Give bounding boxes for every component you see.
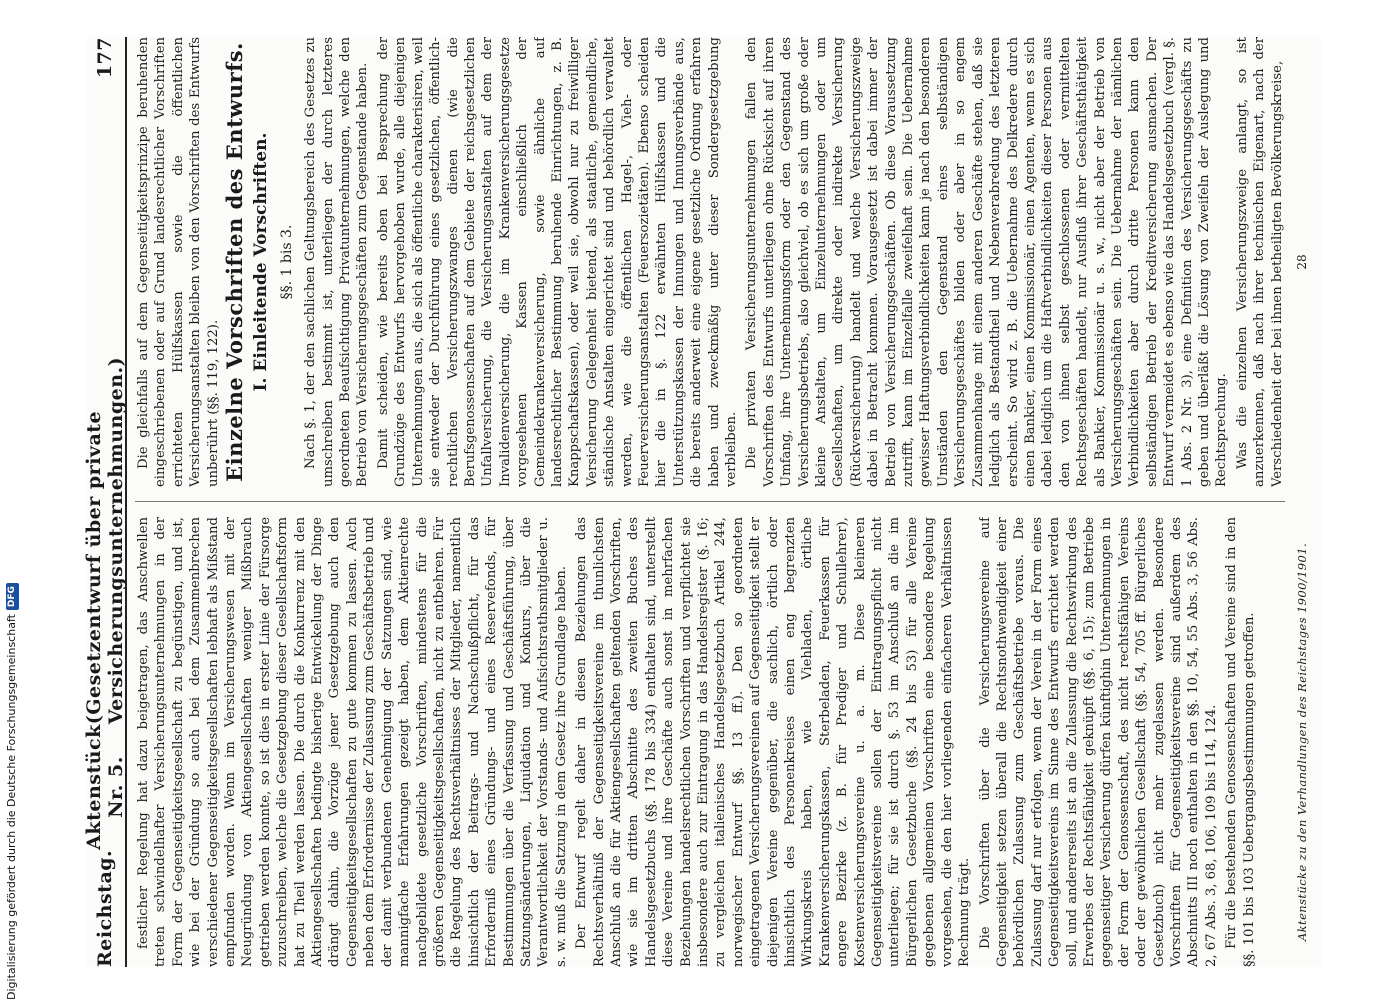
footer-page-number: 28 <box>1295 254 1309 270</box>
right-paragraph: Nach §. 1, der den sachlichen Geltungsbereich des Gesetzes zu umschreiben bestimmt ist, unterliegen der durch letzteres geordneten Beaufsichtigung Privatunternehmungen, welche den Betrieb von Versicherungsgeschäften zum Gegenstande haben. <box>303 37 371 487</box>
digitization-note <box>2 0 22 1000</box>
document-page <box>83 37 1322 967</box>
paragraph-reference: §§. 1 bis 3. <box>278 224 295 300</box>
header-rule <box>125 37 127 967</box>
subsection-title: I. Einleitende Vorschriften. <box>251 132 272 392</box>
section-title: Einzelne Vorschriften des Entwurfs. <box>222 42 248 482</box>
page-number: 177 <box>94 37 116 79</box>
digitization-note-text: Digitalisierung gefördert durch die Deutsche Forschungsgemeinschaft <box>5 614 18 1000</box>
header-right: (Gesetzentwurf über private Versicherungsunternehmungen.) <box>83 356 127 725</box>
header-left: Reichstag. <box>94 849 116 967</box>
left-paragraph: Die Vorschriften über die Versicherungsvereine auf Gegenseitigkeit setzen überall die Rechtsnothwendigkeit einer behördlichen Zulassung zum Geschäftsbetriebe voraus. Die Zulassung darf nur erfolgen, wenn der Verein in der Form eines Gegenseitigkeitsvereins im Sinne des Entwurfs errichtet werden soll, und andererseits ist an die Zulassung die Rechtswirkung des Erwerbes der Rechtsfähigkeit geknüpft (§§. 6, 15); zum Betriebe gegenseitiger Versicherung dürfen künftighin Unternehmungen in der Form der Genossenschaft, des nicht rechtsfähigen Vereins oder der gewöhnlichen Gesellschaft (§§. 54, 705 ff. Bürgerliches Gesetzbuch) nicht mehr zugelassen werden. Besondere Vorschriften für Gegenseitigkeitsvereine sind außerdem des Abschnitts III noch enthalten in den §§. 10, 54, 55 Abs. 3, 56 Abs. 2, 67 Abs. 3, 68, 106, 109 bis 114, 124. <box>977 517 1219 967</box>
left-paragraph: festlicher Regelung hat dazu beigetragen, das Anschwellen treten schwindelhafter Versicherungsunternehmungen in der Form der Gegenseitigkeitsgesellschaft zu begünstigen, und ist, wie bei der Gründung so auch bei dem Zusammenbrechen verschiedener Gegenseitigkeitsgesellschaften lebhaft als Mißstand empfunden worden. Wenn im Versicherungswesen mit der Neugründung von Aktiengesellschaften weniger Mißbrauch getrieben werden konnte, so ist dies in erster Linie der Fürsorge zuzuschreiben, welche die Gesetzgebung dieser Gesellschaftsform hat zu Theil werden lassen. Die durch die Konkurrenz mit den Aktiengesellschaften bedingte bisherige Entwickelung der Dinge drängt dahin, die Vorzüge jener Gesetzgebung auch den Gegenseitigkeitsgesellschaften zu gute kommen zu lassen. Auch neben dem Erfordernisse der Zulassung zum Geschäftsbetrieb und der damit verbundenen Genehmigung der Satzungen sind, wie mannigfache Erfahrungen gezeigt haben, dem Aktienrechte nachgebildete gesetzliche Vorschriften, mindestens für die größeren Gegenseitigkeitsgesellschaften, nicht zu entbehren. Für die Regelung des Rechtsverhältnisses der Mitglieder, namentlich hinsichtlich der Beitrags- und Nachschußpflicht, für das Erforderniß eines Gründungs- und eines Reservefonds, für Bestimmungen über die Verfassung und Geschäftsführung, über Satzungsänderungen, Liquidation und Konkurs, über die Verantwortlichkeit der Vorstands- und Aufsichtsrathsmitglieder u. s. w. muß die Satzung in dem Gesetz ihre Grundlage haben. <box>136 517 569 967</box>
left-column <box>135 517 1285 967</box>
left-paragraph: Der Entwurf regelt daher in diesen Beziehungen das Rechtsverhältniß der Gegenseitigkeitsvereine im thunlichsten Anschluß an die für Aktiengesellschaften geltenden Vorschriften, wie sie im dritten Abschnitte des zweiten Buches des Handelsgesetzbuchs (§§. 178 bis 334) enthalten sind, unterstellt diese Vereine und ihre Geschäfte auch sonst in mehrfachen Beziehungen handelsrechtlichen Vorschriften und verpflichtet sie insbesondere auch zur Eintragung in das Handelsregister (§. 16; zu vergleichen italienisches Handelsgesetzbuch Artikel 244, norwegischer Entwurf §§. 13 ff.). Den so geordneten eingetragenen Versicherungsvereinen auf Gegenseitigkeit stellt er diejenigen Vereine gegenüber, die sachlich, örtlich oder hinsichtlich des Personenkreises einen eng begrenzten Wirkungskreis haben, wie Viehladen, örtliche Krankenversicherungskassen, Sterbeladen, Feuerkassen für engere Bezirke (z. B. für Prediger und Schullehrer), Kostenversicherungsvereine u. a. m. Diese kleineren Gegenseitigkeitsvereine sollen der Eintragungspflicht nicht unterliegen; für sie ist durch §. 53 im Anschluß an die im Bürgerlichen Gesetzbuche (§§. 24 bis 53) für alle Vereine gegebenen allgemeinen Vorschriften eine besondere Regelung vorgesehen, die den hier vorliegenden einfacheren Verhältnissen Rechnung trägt. <box>574 517 973 967</box>
left-paragraph: Für die bestehenden Genossenschaften und Vereine sind in den §§. 101 bis 103 Uebergangsbestimmungen getroffen. <box>1224 517 1257 967</box>
right-paragraph: Die privaten Versicherungsunternehmungen fallen den Vorschriften des Entwurfs unterliegen ohne Rücksicht auf ihren Umfang, ihre Unternehmungsform oder den Gegenstand des Versicherungsbetriebs, also gleichviel, ob es sich um große oder kleine Anstalten, um Einzelunternehmungen oder um Gesellschaften, um direkte oder indirekte Versicherung (Rückversicherung) handelt und welche Versicherungszweige dabei in Betracht kommen. Vorausgesetzt ist dabei immer der Betrieb von Versicherungsgeschäften. Ob diese Voraussetzung zutrifft, kann im Einzelfalle zweifelhaft sein. Die Uebernahme gewisser Haftungsverbindlichkeiten kann je nach den besonderen Umständen den Gegenstand eines selbständigen Versicherungsgeschäftes bilden oder aber in so engem Zusammenhange mit einem anderen Geschäfte stehen, daß sie lediglich als Bestandtheil und Nebenverabredung des letzteren erscheint. So wird z. B. die Uebernahme des Delkredere durch einen Bankier, einen Kommissionär, einen Agenten, wenn es sich dabei lediglich um die Haftverbindlichkeiten dieser Personen aus den von ihnen selbst geschlossenen oder vermittelten Rechtsgeschäften handelt, nur Ausfluß ihrer Geschäftsthätigkeit als Bankier, Kommissionär u. s. w., nicht aber der Betrieb von Versicherungsgeschäften sein. Die Uebernahme der nämlichen Verbindlichkeiten aber durch dritte Personen kann den selbständigen Betrieb der Kreditversicherung ausmachen. Der Entwurf vermeidet es ebenso wie das Handelsgesetzbuch (vergl. §. 1 Abs. 2 Nr. 3), eine Definition des Versicherungsgeschäfts zu geben und überläßt die Lösung von Zweifeln der Auslegung und Rechtsprechung. <box>744 37 1230 487</box>
right-paragraph: Was die einzelnen Versicherungszweige anlangt, so ist anzuerkennen, daß nach ihrer technischen Eigenart, nach der Verschiedenheit der bei ihnen betheiligten Bevölkerungskreise, <box>1234 37 1285 487</box>
footer-source: Aktenstücke zu den Verhandlungen des Reichstages 1900/1901. <box>1295 542 1309 942</box>
column-divider <box>135 501 1285 502</box>
page-header <box>83 37 127 967</box>
header-center: Aktenstück Nr. 5. <box>83 724 127 850</box>
right-intro: Die gleichfalls auf dem Gegenseitigkeitsprinzipe beruhenden eingeschriebenen oder auf Grund landesrechtlicher Vorschriften errichteten Hülfskassen sowie die öffentlichen Versicherungsanstalten bleiben von den Vorschriften des Entwurfs unberührt (§§. 119, 122). <box>136 37 221 487</box>
dfg-logo-icon: DFG <box>6 583 19 610</box>
right-paragraph: Damit scheiden, wie bereits oben bei Besprechung der Grundzüge des Entwurfs hervorgehoben wurde, alle diejenigen Unternehmungen aus, die sich als öffentliche charakterisiren, weil sie entweder der Durchführung eines gesetzlichen, öffentlich-rechtlichen Versicherungszwanges dienen (wie die Berufsgenossenschaften auf dem Gebiete der reichsgesetzlichen Unfallversicherung, die Versicherungsanstalten auf dem der Invalidenversicherung, die im Krankenversicherungsgesetze vorgesehenen Kassen einschließlich der Gemeindekrankenversicherung, sowie ähnliche auf landesrechtlicher Bestimmung beruhende Einrichtungen, z. B. Knappschaftskassen), oder weil sie, obwohl nur zu freiwilliger Versicherung Gelegenheit bietend, als staatliche, gemeindliche, ständische Anstalten eingerichtet sind und behördlich verwaltet werden, wie die öffentlichen Hagel-, Vieh- oder Feuerversicherungsanstalten (Feuersozietäten). Ebenso scheiden hier die in §. 122 erwähnten Hülfskassen und die Unterstützungskassen der Innungen und Innungsverbände aus, die bereits anderweit eine eigene gesetzliche Ordnung erfahren haben und zweckmäßig unter dieser Sondergesetzgebung verbleiben. <box>375 37 739 487</box>
right-column <box>135 37 1285 487</box>
